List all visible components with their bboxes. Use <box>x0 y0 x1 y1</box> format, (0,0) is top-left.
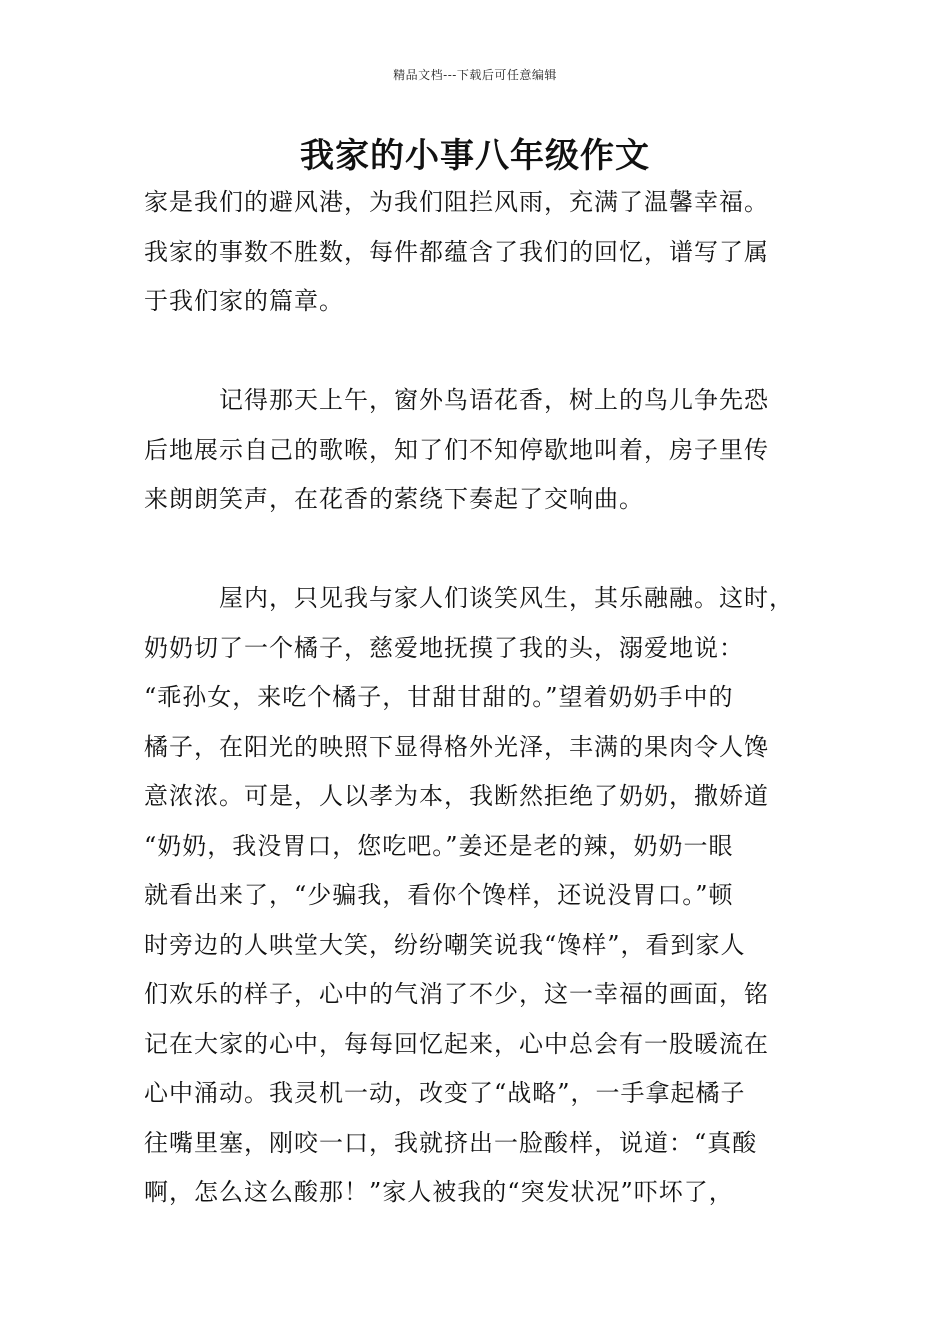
paragraph-2 <box>144 376 824 525</box>
text-line: 记在大家的心中，每每回忆起来，心中总会有一股暖流在 <box>144 1029 769 1058</box>
text-line: 意浓浓。可是，人以孝为本，我断然拒绝了奶奶，撒娇道 <box>144 782 769 810</box>
text-line: 来朗朗笑声，在花香的萦绕下奏起了交响曲。 <box>144 485 644 513</box>
text-line: “乖孙女，来吃个橘子，甘甜甘甜的。”望着奶奶手中的 <box>144 683 734 711</box>
text-line: 橘子，在阳光的映照下显得格外光泽，丰满的果肉令人馋 <box>144 732 769 761</box>
text-line: 时旁边的人哄堂大笑，纷纷嘲笑说我“馋样”，看到家人 <box>144 930 746 959</box>
document-title: 我家的小事八年级作文 <box>300 136 650 176</box>
text-line: 家是我们的避风港，为我们阻拦风雨，充满了温馨幸福。 <box>144 188 769 216</box>
text-line: 啊，怎么这么酸那！”家人被我的“突发状况”吓坏了， <box>144 1178 734 1206</box>
text-line: 们欢乐的样子，心中的气消了不少，这一幸福的画面，铭 <box>144 980 769 1008</box>
text-line: 奶奶切了一个橘子，慈爱地抚摸了我的头，溺爱地说： <box>144 633 744 662</box>
text-line: 就看出来了，“少骗我，看你个馋样，还说没胃口。”顿 <box>144 881 734 909</box>
text-line: 往嘴里塞，刚咬一口，我就挤出一脸酸样，说道：“真酸 <box>144 1128 758 1157</box>
text-line: 心中涌动。我灵机一动，改变了“战略”，一手拿起橘子 <box>144 1079 746 1107</box>
paragraph-3 <box>144 574 824 1218</box>
text-line: 屋内，只见我与家人们谈笑风生，其乐融融。这时， <box>144 584 794 612</box>
text-line: “奶奶，我没胃口，您吃吧。”姜还是老的辣，奶奶一眼 <box>144 831 734 860</box>
text-line: 后地展示自己的歌喉，知了们不知停歇地叫着，房子里传 <box>144 435 769 464</box>
text-line: 我家的事数不胜数，每件都蕴含了我们的回忆，谱写了属 <box>144 237 769 266</box>
paragraph-1 <box>144 178 824 327</box>
page-header: 精品文档---下载后可任意编辑 <box>393 68 557 82</box>
text-line: 于我们家的篇章。 <box>144 287 344 315</box>
text-line: 记得那天上午，窗外鸟语花香，树上的鸟儿争先恐 <box>144 386 769 414</box>
